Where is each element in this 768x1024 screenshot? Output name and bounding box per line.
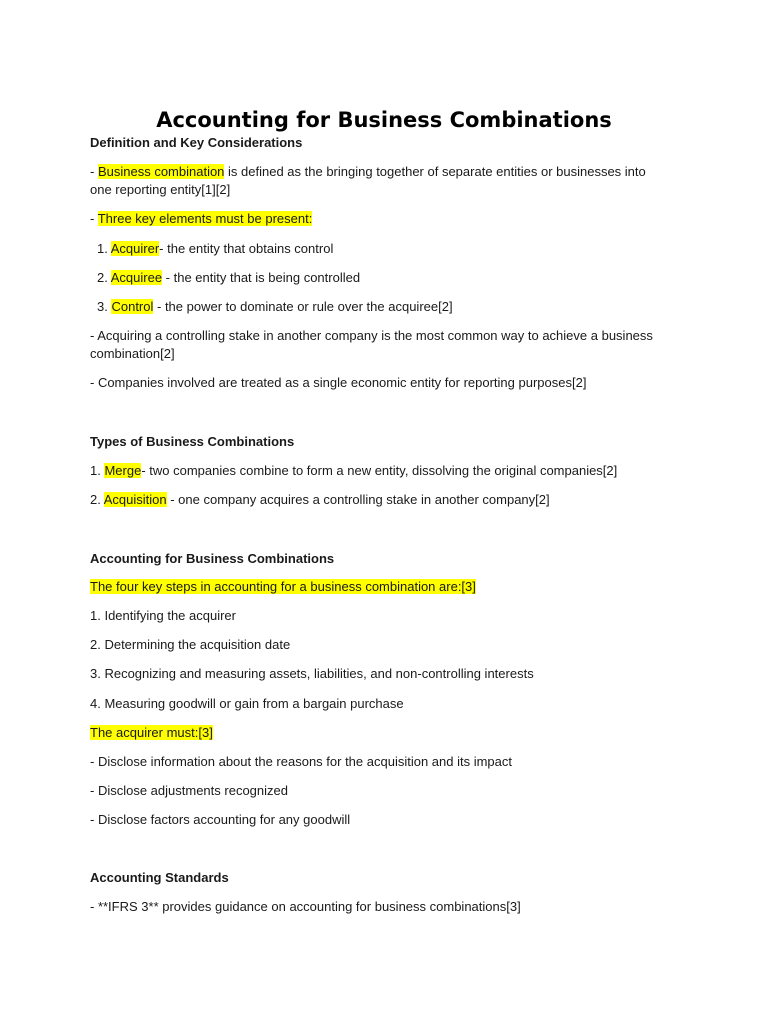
highlight: Merge xyxy=(104,463,142,478)
list-item-text: - two companies combine to form a new entity, dissolving the original companies[2] xyxy=(141,463,618,478)
highlight: Acquirer xyxy=(110,241,160,256)
highlight: Business combination xyxy=(97,164,225,179)
paragraph: - Companies involved are treated as a single economic entity for reporting purposes[2] xyxy=(90,375,587,390)
highlight: Acquiree xyxy=(110,270,163,285)
highlight: Control xyxy=(111,299,154,314)
list-item-text: - one company acquires a controlling stake in another company[2] xyxy=(166,492,550,507)
paragraph xyxy=(90,578,670,596)
list-item-text: - the entity that is being controlled xyxy=(162,270,361,285)
section-heading: Types of Business Combinations xyxy=(90,434,295,449)
list-item-text: - the power to dominate or rule over the acquiree[2] xyxy=(153,299,453,314)
list-item: 3. Control - the power to dominate or rule over the acquiree[2] xyxy=(97,299,453,314)
highlight: The four key steps in accounting for a business combination are:[3] xyxy=(90,579,476,594)
list-item: 2. Acquiree - the entity that is being controlled xyxy=(97,270,361,285)
paragraph: - **IFRS 3** provides guidance on accounting for business combinations[3] xyxy=(90,899,521,914)
section-heading: Accounting Standards xyxy=(90,870,229,885)
list-item: 1. Acquirer- the entity that obtains control xyxy=(97,241,334,256)
paragraph: - Acquiring a controlling stake in another company is the most common way to achieve a business combination[2] xyxy=(90,328,653,361)
list-item: - Disclose adjustments recognized xyxy=(90,783,288,798)
list-item: - Disclose information about the reasons for the acquisition and its impact xyxy=(90,754,512,769)
highlight: Three key elements must be present: xyxy=(97,211,313,226)
list-item-text: - the entity that obtains control xyxy=(159,241,334,256)
paragraph: - Three key elements must be present: xyxy=(90,211,313,226)
list-item: 1. Identifying the acquirer xyxy=(90,608,236,623)
paragraph-text: is defined as the bringing together of separate entities or businesses into one reporting entity[1][2] xyxy=(90,164,646,197)
list-item: 2. Determining the acquisition date xyxy=(90,637,291,652)
document-title: Accounting for Business Combinations xyxy=(156,108,612,132)
list-item: - Disclose factors accounting for any goodwill xyxy=(90,812,351,827)
paragraph: - Business combination is defined as the bringing together of separate entities or businesses into one reporting entity[1][2] xyxy=(90,164,646,197)
paragraph xyxy=(90,724,670,742)
list-item: 1. Merge- two companies combine to form a new entity, dissolving the original companies[2] xyxy=(90,463,618,478)
highlight: The acquirer must:[3] xyxy=(90,725,213,740)
section-heading: Definition and Key Considerations xyxy=(90,135,303,150)
highlight: Acquisition xyxy=(103,492,167,507)
section-heading: Accounting for Business Combinations xyxy=(90,551,335,566)
list-item: 4. Measuring goodwill or gain from a bargain purchase xyxy=(90,696,404,711)
list-item: 3. Recognizing and measuring assets, liabilities, and non-controlling interests xyxy=(90,666,534,681)
list-item: 2. Acquisition - one company acquires a controlling stake in another company[2] xyxy=(90,492,550,507)
